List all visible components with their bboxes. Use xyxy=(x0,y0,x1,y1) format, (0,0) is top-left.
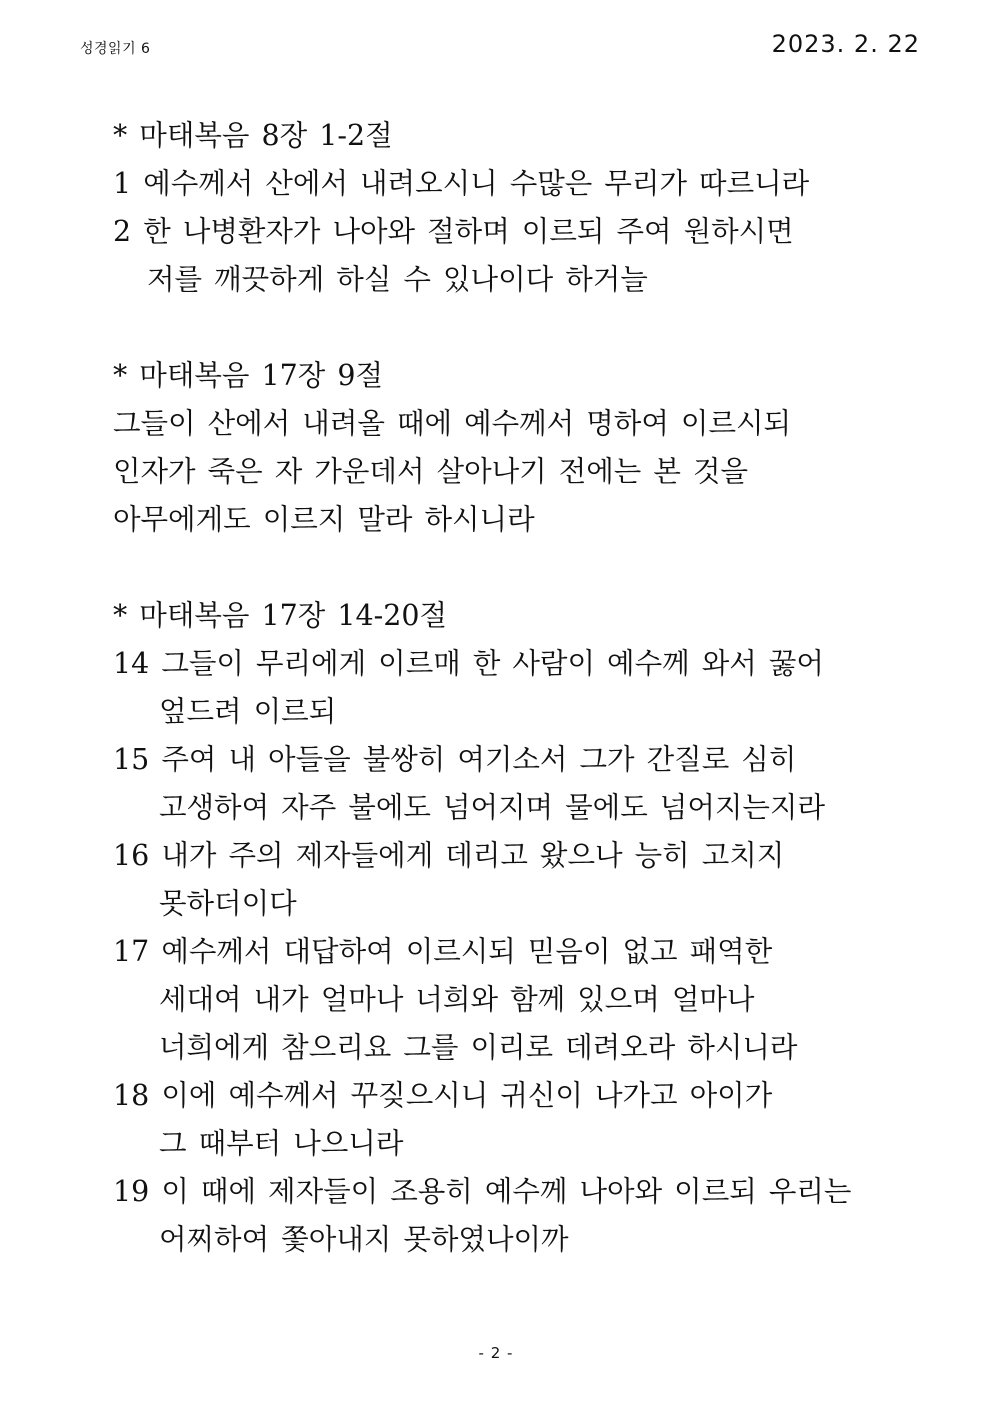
section-spacer xyxy=(113,544,933,592)
verse-line: 15 주여 내 아들을 불쌍히 여기소서 그가 간질로 심히 xyxy=(113,743,797,776)
verse-continuation: 고생하여 자주 불에도 넘어지며 물에도 넘어지는지라 xyxy=(159,791,825,824)
verse-continuation: 못하더이다 xyxy=(159,887,297,920)
verse-line: 인자가 죽은 자 가운데서 살아나기 전에는 본 것을 xyxy=(113,455,749,488)
passage-matthew-17-9 xyxy=(113,352,933,544)
document-title: 성경읽기 6 xyxy=(80,41,151,57)
verse-continuation: 어찌하여 쫓아내지 못하였나이까 xyxy=(159,1223,569,1256)
verse-line: 18 이에 예수께서 꾸짖으시니 귀신이 나가고 아이가 xyxy=(113,1079,773,1112)
verse-continuation: 엎드려 이르되 xyxy=(159,695,337,728)
verse-line: 아무에게도 이르지 말라 하시니라 xyxy=(113,503,535,536)
verse-line: 1 예수께서 산에서 내려오시니 수많은 무리가 따르니라 xyxy=(113,167,810,200)
passage-heading: * 마태복음 17장 9절 xyxy=(113,359,384,392)
verse-continuation: 저를 깨끗하게 하실 수 있나이다 하거늘 xyxy=(147,263,648,296)
passage-heading: * 마태복음 17장 14-20절 xyxy=(113,599,448,632)
verse-line: 그들이 산에서 내려올 때에 예수께서 명하여 이르시되 xyxy=(113,407,792,440)
verse-line: 16 내가 주의 제자들에게 데리고 왔으나 능히 고치지 xyxy=(113,839,785,872)
verse-line: 19 이 때에 제자들이 조용히 예수께 나아와 이르되 우리는 xyxy=(113,1175,852,1208)
page-number: - 2 - xyxy=(478,1344,514,1362)
passage-matthew-17-14 xyxy=(113,592,933,1264)
section-spacer xyxy=(113,304,933,352)
verse-continuation: 너희에게 참으리요 그를 이리로 데려오라 하시니라 xyxy=(159,1031,798,1064)
verse-line: 2 한 나병환자가 나아와 절하며 이르되 주여 원하시면 xyxy=(113,215,794,248)
document-date: 2023. 2. 22 xyxy=(771,30,920,58)
page-body xyxy=(113,112,933,1264)
verse-line: 17 예수께서 대답하여 이르시되 믿음이 없고 패역한 xyxy=(113,935,773,968)
verse-continuation: 그 때부터 나으니라 xyxy=(159,1127,404,1160)
passage-matthew-8 xyxy=(113,112,933,304)
passage-heading: * 마태복음 8장 1-2절 xyxy=(113,119,393,152)
verse-line: 14 그들이 무리에게 이르매 한 사람이 예수께 와서 꿇어 xyxy=(113,647,824,680)
verse-continuation: 세대여 내가 얼마나 너희와 함께 있으며 얼마나 xyxy=(159,983,755,1016)
